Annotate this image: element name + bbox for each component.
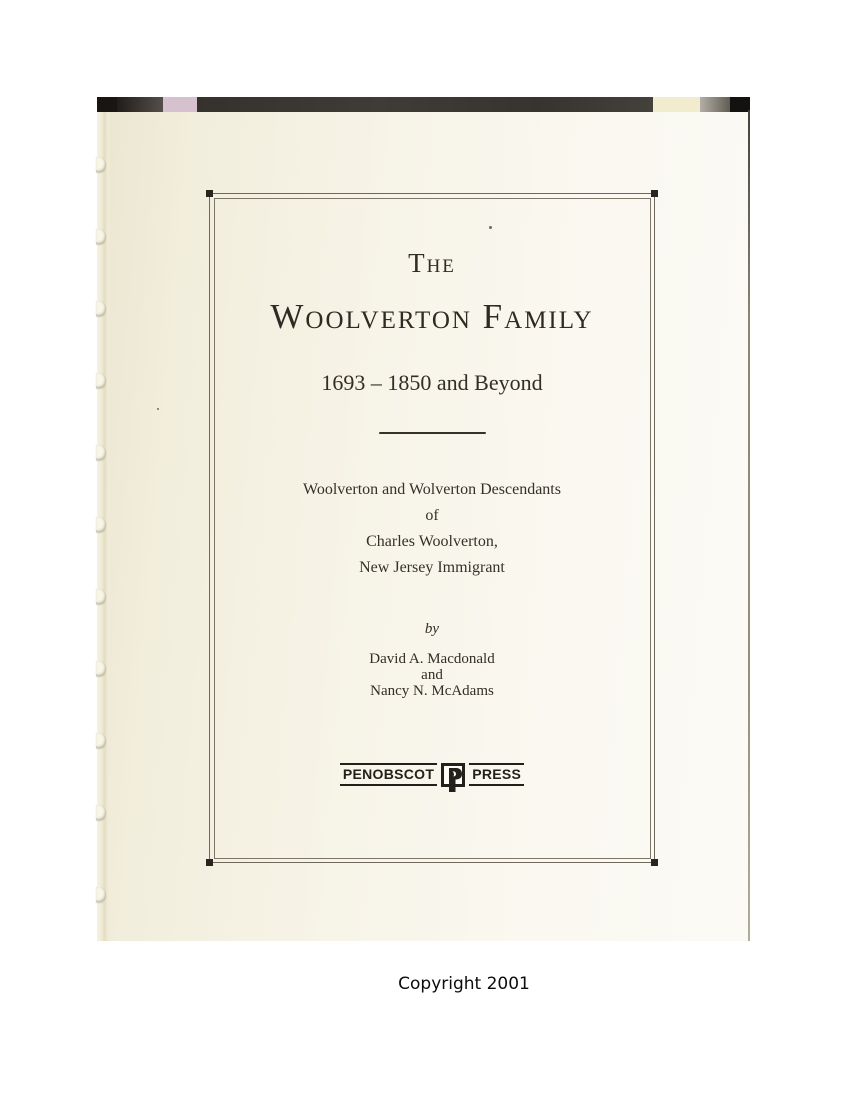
title-years-line: 1693 – 1850 and Beyond (321, 370, 543, 395)
scan-edge-segment (700, 97, 730, 112)
author-name: Nancy N. McAdams (370, 683, 494, 699)
scan-edge-segment-pink (163, 97, 197, 112)
scan-edge-segment-cream (653, 97, 700, 112)
descendants-line: New Jersey Immigrant (359, 559, 505, 576)
title-divider-rule (379, 432, 486, 434)
border-corner-square (206, 190, 213, 197)
descendants-line: of (425, 507, 439, 524)
publisher-name-right: PRESS (469, 763, 524, 786)
title-border-box (209, 193, 655, 863)
scan-edge-segment (730, 97, 750, 112)
border-corner-square (651, 190, 658, 197)
author-name: David A. Macdonald (369, 651, 495, 667)
authors-and: and (421, 667, 443, 683)
penobscot-press-mark-icon (441, 763, 465, 795)
border-corner-square (206, 859, 213, 866)
page-right-edge (748, 110, 750, 941)
scanned-book-page (97, 97, 750, 941)
copyright-caption: Copyright 2001 (398, 974, 530, 994)
descendants-line: Charles Woolverton, (366, 533, 498, 550)
scan-edge-segment (97, 97, 117, 112)
scan-speck (157, 408, 159, 410)
scan-edge-bar (97, 97, 750, 112)
descendants-block (210, 477, 654, 581)
authors-block (210, 651, 654, 699)
scan-edge-segment (117, 97, 163, 112)
publisher-logo (210, 763, 654, 795)
book-title: Woolverton Family (270, 297, 594, 336)
border-corner-square (651, 859, 658, 866)
title-the-label: The (408, 248, 456, 278)
descendants-line: Woolverton and Wolverton Descendants (303, 481, 561, 498)
byline-label: by (424, 621, 440, 637)
publisher-name-left: PENOBSCOT (340, 763, 437, 786)
scan-edge-segment (197, 97, 653, 112)
